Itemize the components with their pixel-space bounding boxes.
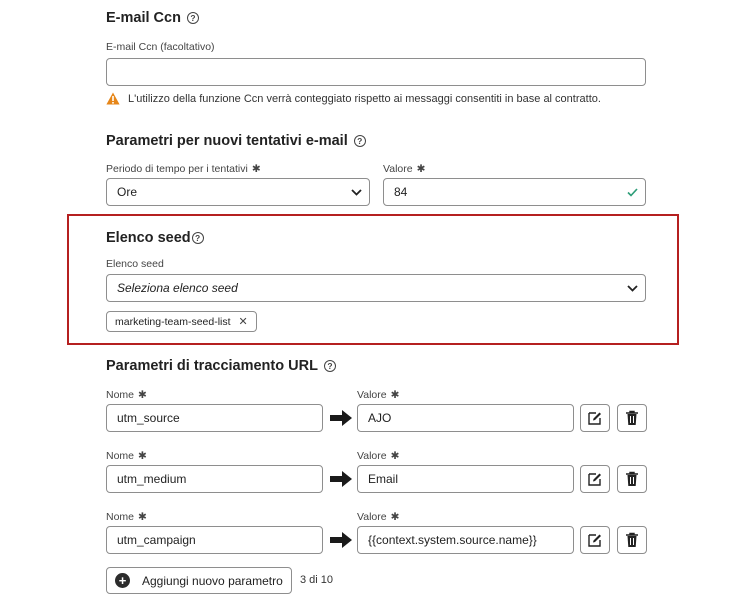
help-icon[interactable]: ?: [192, 232, 204, 244]
retry-period-select[interactable]: [106, 178, 370, 206]
required-mark: ✱: [138, 511, 147, 523]
param-value-label: [357, 511, 399, 523]
retry-section-title: [106, 133, 366, 149]
param-value-value: AJO: [368, 411, 392, 425]
bcc-email-input[interactable]: [106, 58, 646, 86]
param-value-input[interactable]: [357, 465, 574, 493]
required-mark: ✱: [390, 389, 400, 401]
seed-tag-label: marketing-team-seed-list: [115, 315, 231, 328]
add-circle-icon: +: [115, 573, 130, 588]
trash-icon: [625, 410, 639, 426]
arrow-right-icon: [330, 471, 352, 487]
bcc-title-text: E-mail Ccn: [106, 10, 181, 26]
param-name-value: utm_source: [117, 411, 180, 425]
retry-period-value: Ore: [117, 185, 138, 199]
tracking-section-title: [106, 358, 336, 374]
edit-button[interactable]: [580, 465, 610, 493]
seed-field-label: Elenco seed: [106, 258, 164, 270]
retry-value-label-text: Valore: [383, 163, 413, 175]
param-name-label: [106, 450, 147, 462]
trash-icon: [625, 532, 639, 548]
param-value-value: {{context.system.source.name}}: [368, 533, 537, 547]
param-value-label: [357, 450, 399, 462]
retry-title-text: Parametri per nuovi tentativi e-mail: [106, 133, 348, 149]
help-icon[interactable]: ?: [187, 12, 199, 24]
retry-value-text: 84: [394, 185, 408, 199]
param-name-input[interactable]: [106, 465, 323, 493]
required-mark: ✱: [390, 511, 400, 523]
param-name-label: [106, 389, 147, 401]
edit-icon: [587, 471, 603, 487]
edit-icon: [587, 410, 603, 426]
checkmark-icon: [619, 188, 645, 197]
param-value-input[interactable]: [357, 526, 574, 554]
chevron-down-icon: [343, 189, 369, 196]
edit-icon: [587, 532, 603, 548]
param-name-label-text: Nome: [106, 450, 135, 462]
seed-list-tag: [106, 311, 257, 332]
retry-period-label-text: Periodo di tempo per i tentativi: [106, 163, 248, 175]
bcc-field-label: E-mail Ccn (facoltativo): [106, 41, 215, 53]
bcc-warning: [106, 92, 601, 105]
param-value-label-text: Valore: [357, 389, 387, 401]
seed-list-select[interactable]: [106, 274, 646, 302]
param-value-label-text: Valore: [357, 450, 387, 462]
bcc-warning-text: L'utilizzo della funzione Ccn verrà conteggiato rispetto ai messaggi consentiti in base al contratto.: [128, 92, 601, 105]
param-value-input[interactable]: [357, 404, 574, 432]
param-value-label: [357, 389, 399, 401]
delete-button[interactable]: [617, 465, 647, 493]
help-icon[interactable]: ?: [354, 135, 366, 147]
bcc-section-title: [106, 10, 199, 26]
required-mark: ✱: [138, 450, 147, 462]
param-name-label-text: Nome: [106, 389, 135, 401]
help-icon[interactable]: ?: [324, 360, 336, 372]
param-value-label-text: Valore: [357, 511, 387, 523]
required-mark: ✱: [251, 163, 261, 175]
required-mark: ✱: [138, 389, 147, 401]
close-icon[interactable]: ✕: [238, 316, 248, 328]
add-parameter-button[interactable]: [106, 567, 292, 594]
required-mark: ✱: [390, 450, 400, 462]
chevron-down-icon: [619, 285, 645, 292]
seed-list-placeholder: Seleziona elenco seed: [117, 281, 238, 295]
param-name-label-text: Nome: [106, 511, 135, 523]
delete-button[interactable]: [617, 526, 647, 554]
required-mark: ✱: [416, 163, 426, 175]
warning-triangle-icon: [106, 92, 120, 105]
param-value-value: Email: [368, 472, 399, 486]
parameter-count: 3 di 10: [300, 574, 334, 586]
param-name-value: utm_medium: [117, 472, 187, 486]
param-name-input[interactable]: [106, 526, 323, 554]
arrow-right-icon: [330, 532, 352, 548]
param-name-input[interactable]: [106, 404, 323, 432]
retry-value-input[interactable]: [383, 178, 646, 206]
edit-button[interactable]: [580, 526, 610, 554]
delete-button[interactable]: [617, 404, 647, 432]
tracking-title-text: Parametri di tracciamento URL: [106, 358, 318, 374]
param-name-label: [106, 511, 147, 523]
edit-button[interactable]: [580, 404, 610, 432]
arrow-right-icon: [330, 410, 352, 426]
retry-value-label: [383, 163, 425, 175]
add-parameter-label: Aggiungi nuovo parametro: [142, 573, 283, 588]
trash-icon: [625, 471, 639, 487]
seed-section-title: [106, 230, 204, 246]
param-name-value: utm_campaign: [117, 533, 196, 547]
seed-title-text: Elenco seed: [106, 230, 191, 246]
retry-period-label: [106, 163, 261, 175]
